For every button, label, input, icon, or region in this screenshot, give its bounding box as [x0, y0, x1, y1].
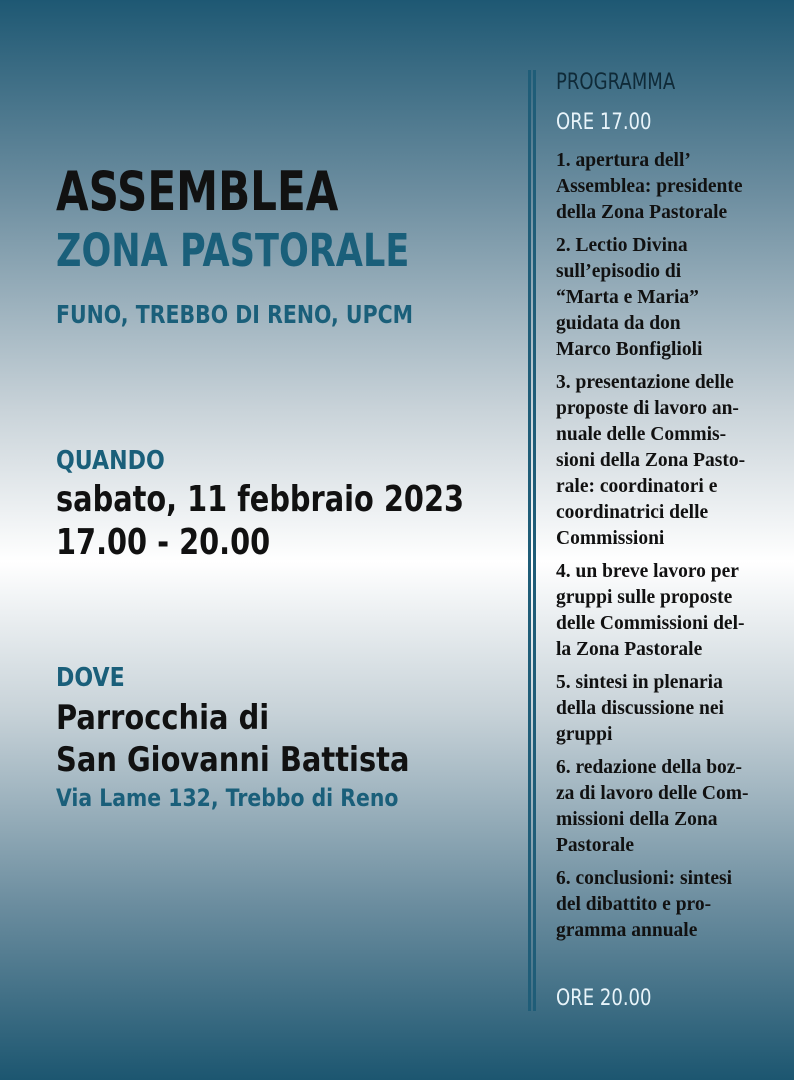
program-item-line: sull’episodio di [556, 261, 682, 282]
program-item-line: missioni della Zona [556, 809, 718, 830]
program-item [556, 670, 792, 748]
program-item-line: la Zona Pastorale [556, 639, 703, 660]
program-item-line: gruppi sulle proposte [556, 587, 733, 608]
program-item-line: 1. apertura dell’ [556, 150, 691, 171]
program-item-line: guidata da don [556, 313, 681, 334]
program-title: PROGRAMMA [556, 70, 676, 95]
program-item-line: nuale delle Commis- [556, 424, 727, 445]
program-item-line: gramma annuale [556, 920, 698, 941]
program-item-line: Commissioni [556, 528, 665, 549]
program-item-line: gruppi [556, 724, 613, 745]
program-item-line: della Zona Pastorale [556, 202, 728, 223]
program-item-line: coordinatrici delle [556, 502, 709, 523]
program-item-line: Assemblea: presidente [556, 176, 743, 197]
program-item-line: 2. Lectio Divina [556, 235, 688, 256]
program-item-line: 5. sintesi in plenaria [556, 672, 723, 693]
event-date: sabato, 11 febbraio 2023 [56, 479, 465, 520]
venue-line-2: San Giovanni Battista [56, 740, 410, 780]
program-item-line: 3. presentazione delle [556, 372, 734, 393]
where-label: DOVE [56, 663, 125, 693]
program-start-time: ORE 17.00 [556, 110, 652, 135]
program-item-line: 6. conclusioni: sintesi [556, 868, 733, 889]
program-end-time: ORE 20.00 [556, 986, 652, 1011]
program-item-line: 6. redazione della boz- [556, 757, 742, 778]
assembly-title: ASSEMBLEA [56, 160, 339, 223]
places-line: FUNO, TREBBO DI RENO, UPCM [56, 300, 414, 329]
program-item-line: 4. un breve lavoro per [556, 561, 739, 582]
program-item-line: della discussione nei [556, 698, 724, 719]
program-item-line: “Marta e Maria” [556, 287, 699, 308]
program-item [556, 559, 792, 663]
program-item [556, 148, 792, 226]
column-divider [528, 70, 536, 1011]
program-item [556, 755, 792, 859]
program-item-line: rale: coordinatori e [556, 476, 718, 497]
assembly-subtitle: ZONA PASTORALE [56, 224, 410, 277]
program-item-line: za di lavoro delle Com- [556, 783, 749, 804]
program-item [556, 370, 792, 552]
program-item-line: delle Commissioni del- [556, 613, 745, 634]
program-item-line: Pastorale [556, 835, 634, 856]
program-item-line: del dibattito e pro- [556, 894, 712, 915]
program-item-line: sioni della Zona Pasto- [556, 450, 746, 471]
venue-address: Via Lame 132, Trebbo di Reno [56, 784, 399, 812]
when-label: QUANDO [56, 446, 165, 476]
program-item [556, 866, 792, 944]
program-list [556, 148, 792, 951]
venue-line-1: Parrocchia di [56, 698, 270, 738]
program-item-line: proposte di lavoro an- [556, 398, 739, 419]
program-item [556, 233, 792, 363]
event-time: 17.00 - 20.00 [56, 522, 271, 563]
program-item-line: Marco Bonfiglioli [556, 339, 703, 360]
